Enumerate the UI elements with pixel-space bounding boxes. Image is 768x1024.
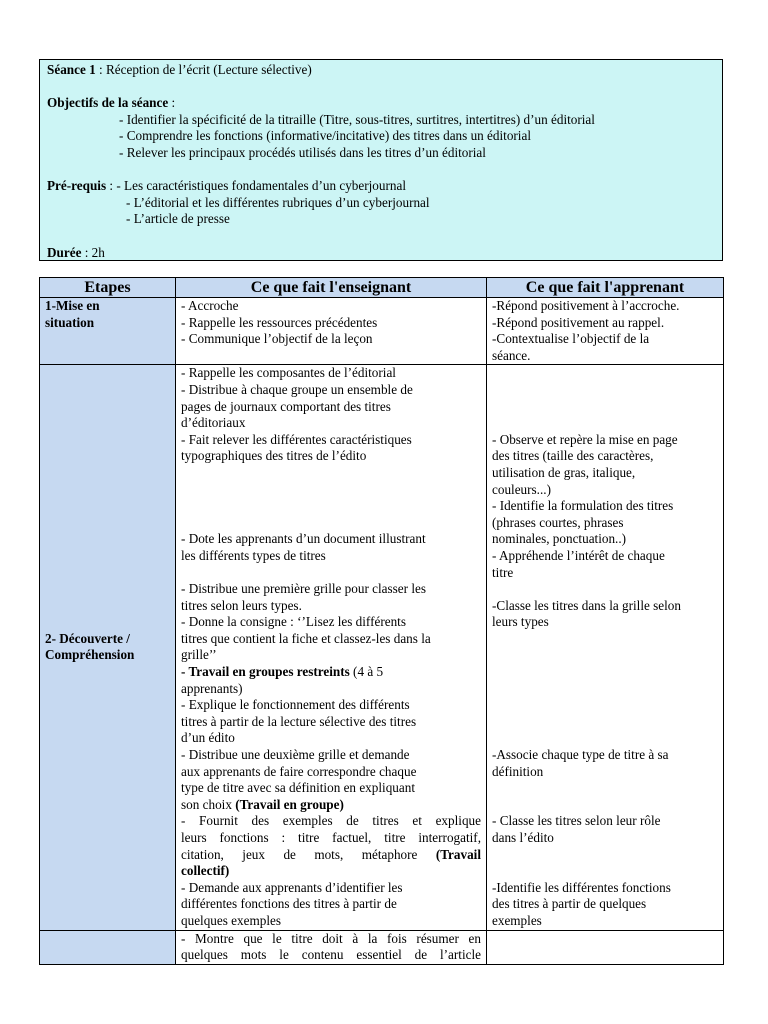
column-header-etapes: Etapes [40,278,176,298]
lesson-plan-table [39,277,724,965]
prerequis-line: Pré-requis : - Les caractéristiques fondamentales d’un cyberjournal [47,178,406,194]
duree-line: Durée : 2h [47,244,105,260]
prerequis-item: - L’éditorial et les différentes rubriques d’un cyberjournal [126,194,430,210]
learner-cell [487,930,724,964]
seance-line: Séance 1 : Réception de l’écrit (Lecture sélective) [47,62,312,77]
column-header-enseignant: Ce que fait l'enseignant [176,278,487,298]
objectifs-heading: Objectifs de la séance : [47,95,176,111]
objectif-item: - Comprendre les fonctions (informative/incitative) des titres dans un éditorial [119,128,531,144]
table-row [40,930,724,964]
stage-cell: 2- Découverte / Compréhension [40,365,176,930]
objectif-item: - Relever les principaux procédés utilisés dans les titres d’un éditorial [119,144,486,160]
table-row [40,298,724,365]
stage-cell: 1-Mise en situation [40,298,176,365]
prerequis-item: - L’article de presse [126,211,230,227]
teacher-cell: - Rappelle les composantes de l’éditorial - Distribue à chaque groupe un ensemble de pages de journaux comportant des titres d’éditoriaux - Fait relever les différentes caractéristiques typographiques des titres de l’édito - Dote les apprenants d’un document illustrant les différents types de titres - Distribue une première grille pour classer les titres selon leurs types. - Donne la consigne : ‘’Lisez les différents titres que contient la fiche et classez-les dans la grille’’ - Travail en groupes restreints (4 à 5 apprenants) - Explique le fonctionnement des différents titres à partir de la lecture sélective des titres d’un édito - Distribue une deuxième grille et demande aux apprenants de faire correspondre chaque type de titre avec sa définition en expliquant son choix (Travail en groupe) - Fournit des exemples de titres et explique leurs fonctions : titre factuel, titre interrogatif, citation, jeux de mots, métaphore (Travail collectif) - Demande aux apprenants d’identifier les différentes fonctions des titres à partir de quelques exemples [176,365,487,930]
teacher-cell: - Accroche - Rappelle les ressources précédentes - Communique l’objectif de la leçon [176,298,487,365]
session-info-box [39,59,723,261]
column-header-apprenant: Ce que fait l'apprenant [487,278,724,298]
table-header-row [40,278,724,298]
learner-cell: - Observe et repère la mise en page des titres (taille des caractères, utilisation de gras, italique, couleurs...) - Identifie la formulation des titres (phrases courtes, phrases nominales, ponctuation..) - Appréhende l’intérêt de chaque titre -Classe les titres dans la grille selon leurs types -Associe chaque type de titre à sa définition - Classe les titres selon leur rôle dans l’édito -Identifie les différentes fonctions des titres à partir de quelques exemples [487,365,724,930]
table-row [40,365,724,930]
stage-cell [40,930,176,964]
objectif-item: - Identifier la spécificité de la titraille (Titre, sous-titres, surtitres, intertitres) d’un éditorial [119,111,595,127]
learner-cell: -Répond positivement à l’accroche. -Répond positivement au rappel. -Contextualise l’objectif de la séance. [487,298,724,365]
teacher-cell: - Montre que le titre doit à la fois résumer en quelques mots le contenu essentiel de l’article [176,930,487,964]
